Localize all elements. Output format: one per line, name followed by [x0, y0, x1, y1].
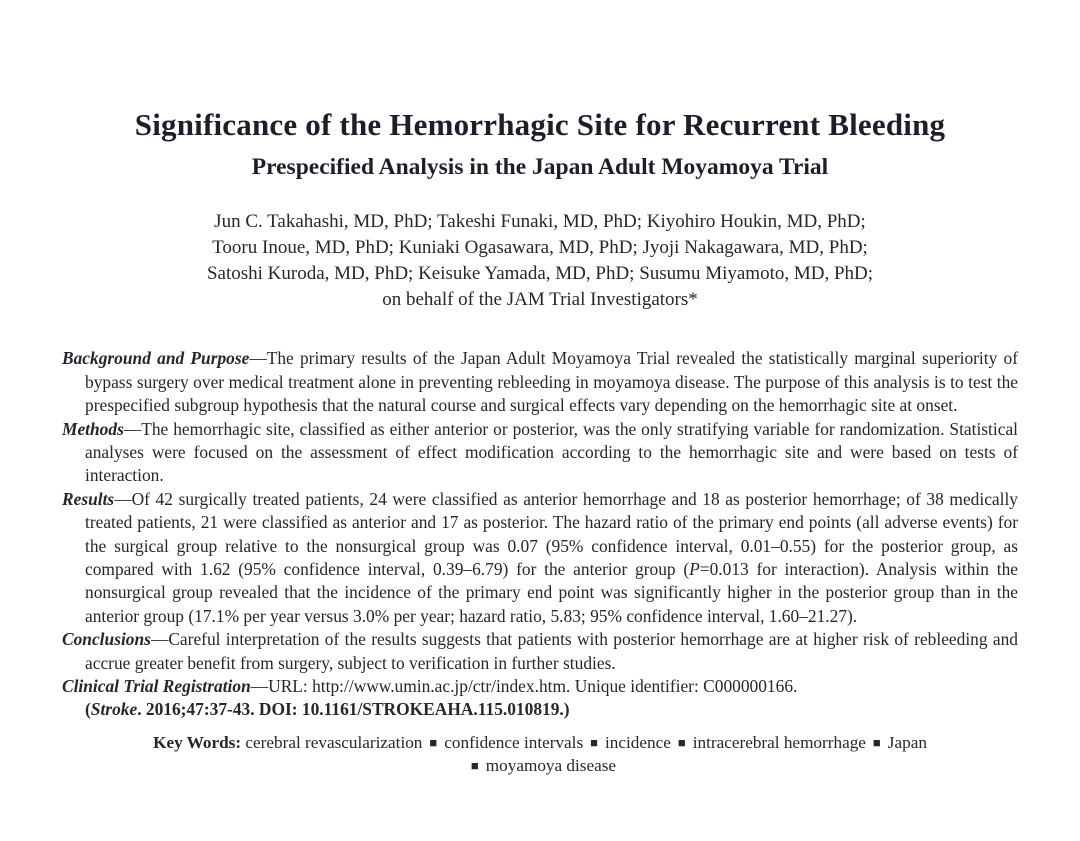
abstract-section-methods [62, 418, 1018, 488]
square-bullet-icon: ■ [677, 734, 686, 750]
abstract-section-registration [62, 675, 1018, 698]
author-line: Satoshi Kuroda, MD, PhD; Keisuke Yamada, MD, PhD; Susumu Miyamoto, MD, PhD; [206, 263, 874, 285]
author-line: Jun C. Takahashi, MD, PhD; Takeshi Funaki, MD, PhD; Kiyohiro Houkin, MD, PhD; [214, 211, 866, 233]
p-value-symbol: P [689, 558, 700, 579]
abstract-section-results [62, 488, 1018, 628]
keyword-item: moyamoya disease [485, 756, 617, 776]
section-label-registration: Clinical Trial Registration [62, 675, 251, 696]
keywords-line [62, 731, 1018, 778]
abstract-section-conclusions [62, 628, 1018, 675]
section-label-results: Results [62, 488, 115, 509]
author-line: Tooru Inoue, MD, PhD; Kuniaki Ogasawara, MD, PhD; Jyoji Nakagawara, MD, PhD; [212, 237, 868, 259]
section-text-methods: —The hemorrhagic site, classified as either anterior or posterior, was the only stratifying variable for randomization. Statistical analyses were focused on the assessment of effect modification according to the hemorrhagic site and were based on tests of interaction. [85, 418, 1018, 486]
section-text-background: —The primary results of the Japan Adult Moyamoya Trial revealed the statistically marginal superiority of bypass surgery over medical treatment alone in preventing rebleeding in moyamoya disease. The purpose of this analysis is to test the prespecified subgroup hypothesis that the natural course and surgical effects vary depending on the hemorrhagic site at onset. [85, 348, 1018, 416]
paper-subtitle: Prespecified Analysis in the Japan Adult Moyamoya Trial [251, 153, 829, 180]
section-label-background: Background and Purpose [62, 348, 250, 369]
section-text-conclusions: —Careful interpretation of the results suggests that patients with posterior hemorrhage are at higher risk of rebleeding and accrue greater benefit from surgery, subject to verification in further studies. [85, 629, 1018, 673]
abstract-section-background [62, 347, 1018, 417]
square-bullet-icon: ■ [590, 734, 598, 750]
square-bullet-icon: ■ [429, 734, 438, 750]
keywords-label: Key Words: [153, 732, 242, 752]
keyword-item: confidence intervals [444, 732, 584, 752]
keyword-item: Japan [887, 732, 927, 752]
citation-open-paren: ( [85, 699, 91, 720]
paper-title: Significance of the Hemorrhagic Site for Recurrent Bleeding [134, 107, 946, 142]
citation-rest: . 2016;47:37-43. DOI: 10.1161/STROKEAHA.115.010819.) [137, 699, 570, 720]
journal-citation [62, 698, 1018, 721]
author-line: on behalf of the JAM Trial Investigators* [382, 289, 698, 311]
abstract [62, 347, 1018, 722]
citation-journal-name: Stroke [90, 699, 138, 720]
section-label-methods: Methods [62, 418, 124, 439]
section-text-results-before-p: —Of 42 surgically treated patients, 24 were classified as anterior hemorrhage and 18 as posterior hemorrhage; of 38 medically treated patients, 21 were classified as anterior and 17 as posterior. The hazard ratio of the primary end points (all adverse events) for the surgical group relative to the nonsurgical group was 0.07 (95% confidence interval, 0.01–0.55) for the posterior group, as compared with 1.62 (95% confidence interval, 0.39–6.79) for the anterior group ( [85, 488, 1018, 579]
section-label-conclusions: Conclusions [62, 629, 151, 650]
square-bullet-icon: ■ [872, 734, 881, 750]
keyword-item: cerebral revascularization [245, 732, 423, 752]
section-text-results-after-p: =0.013 for interaction). Analysis within the nonsurgical group revealed that the incidence of the primary end point was significantly higher in the posterior group than in the anterior group (17.1% per year versus 3.0% per year; hazard ratio, 5.83; 95% confidence interval, 1.60–21.27). [85, 558, 1018, 626]
author-block [62, 209, 1018, 313]
keyword-item: incidence [605, 732, 671, 752]
keyword-item: intracerebral hemorrhage [692, 732, 866, 752]
square-bullet-icon: ■ [470, 758, 479, 774]
section-text-registration: —URL: http://www.umin.ac.jp/ctr/index.htm. Unique identifier: C000000166. [250, 675, 798, 696]
